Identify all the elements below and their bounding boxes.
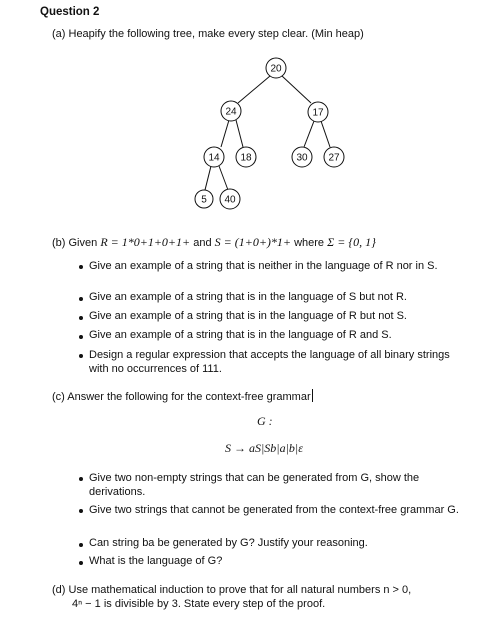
heap-node-label-27: 27	[328, 152, 340, 164]
edge-17-30	[304, 121, 314, 147]
part-c-bullet-3: Can string ba be generated by G? Justify your reasoning.	[89, 537, 368, 549]
heap-node-label-30: 30	[296, 152, 308, 164]
regex-s: S = (1+0+)*1+	[214, 235, 292, 249]
bullet-dot	[79, 354, 83, 358]
bullet-dot	[79, 561, 83, 565]
edge-24-14	[221, 120, 229, 147]
edge-20-17	[282, 76, 311, 103]
part-c-bullet-2: Give two strings that cannot be generated from the context-free grammar G.	[89, 504, 459, 516]
part-b-bullet-1: Give an example of a string that is neither in the language of R nor in S.	[89, 260, 438, 272]
edge-20-24	[238, 76, 270, 103]
heap-node-label-5: 5	[201, 194, 207, 206]
bullet-dot	[79, 335, 83, 339]
part-b-bullet-2: Give an example of a string that is in the language of S but not R.	[89, 291, 407, 303]
bullet-dot	[79, 543, 83, 547]
part-b-prefix: (b) Given	[52, 237, 98, 249]
bullet-dot	[79, 477, 83, 481]
edge-17-27	[321, 121, 330, 147]
heap-node-label-14: 14	[208, 152, 220, 164]
bullet-dot	[79, 265, 83, 269]
part-d-line-1: (d) Use mathematical induction to prove that for all natural numbers n > 0,	[52, 584, 412, 596]
grammar-name: G :	[257, 414, 273, 428]
alphabet-sigma: Σ = {0, 1}	[327, 235, 376, 249]
part-c-bullet-1: Give two non-empty strings that can be generated from G, show the derivations.	[89, 472, 420, 498]
edge-24-18	[236, 120, 243, 147]
part-d-line-2: 4ⁿ − 1 is divisible by 3. State every step of the proof.	[72, 598, 326, 610]
bullet-dot	[79, 316, 83, 320]
heap-node-label-40: 40	[224, 194, 236, 206]
question-title: Question 2	[40, 6, 100, 18]
heap-node-label-20: 20	[270, 63, 282, 75]
part-b-bullet-5: Design a regular expression that accepts the language of all binary strings with no occurrences of 111.	[89, 349, 450, 375]
edge-14-5	[205, 166, 211, 190]
bullet-dot	[79, 297, 83, 301]
regex-r: R = 1*0+1+0+1+	[100, 235, 191, 249]
part-c-heading	[52, 389, 313, 403]
part-a-text: (a) Heapify the following tree, make every step clear. (Min heap)	[52, 28, 364, 40]
part-b-given	[52, 235, 376, 250]
part-c-bullet-4: What is the language of G?	[89, 555, 223, 567]
heap-node-label-24: 24	[225, 106, 237, 118]
part-b-and: and	[193, 237, 212, 249]
edge-14-40	[219, 166, 228, 190]
grammar-production: S → aS|Sb|a|b|ε	[225, 441, 303, 455]
heap-node-label-18: 18	[240, 152, 252, 164]
part-b-bullet-4: Give an example of a string that is in the language of R and S.	[89, 329, 392, 341]
part-c-text: (c) Answer the following for the context-free grammar	[52, 391, 311, 403]
heap-node-label-17: 17	[312, 107, 324, 119]
bullet-dot	[79, 509, 83, 513]
part-b-bullet-3: Give an example of a string that is in the language of R but not S.	[89, 310, 407, 322]
part-b-where: where	[294, 237, 325, 249]
text-cursor	[312, 389, 313, 402]
